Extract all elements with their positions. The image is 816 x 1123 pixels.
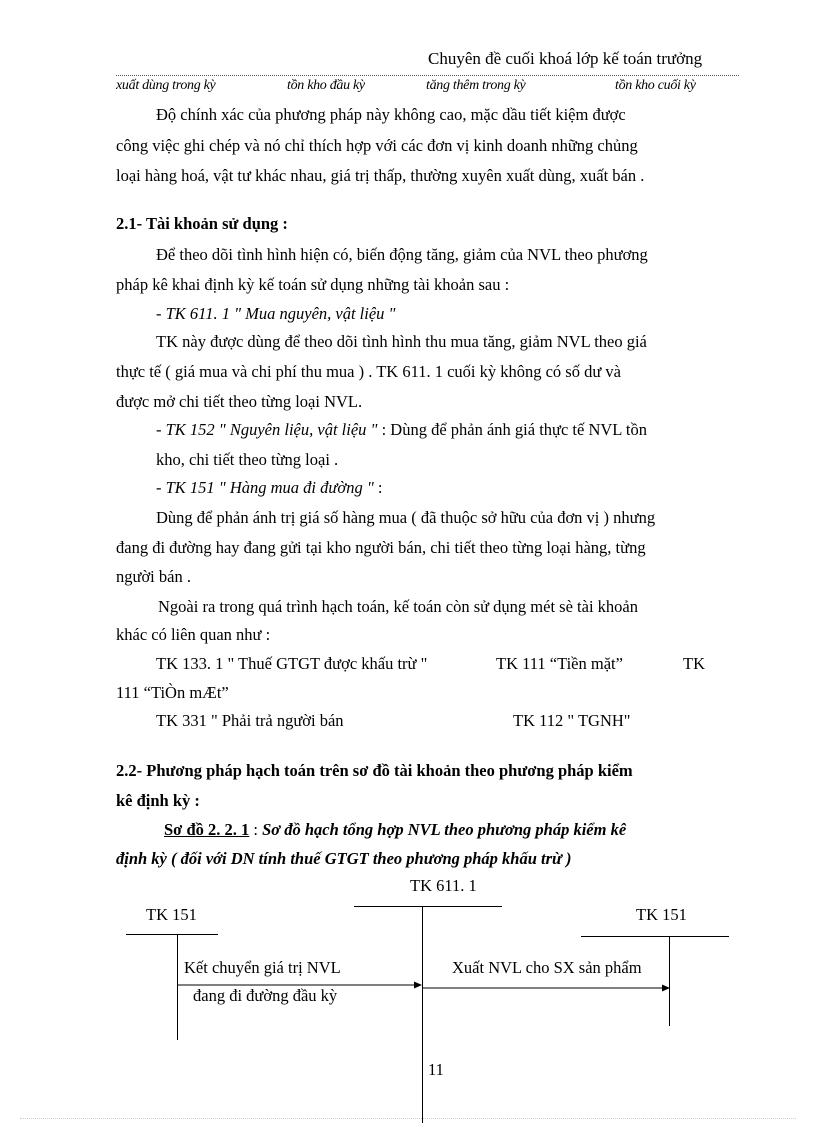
section-2-1-heading: 2.1- Tài khoản sử dụng : bbox=[116, 214, 288, 233]
tk152-description: : Dùng để phản ánh giá thực tế NVL tồn bbox=[377, 420, 647, 439]
section-2-1-para-line-1: Để theo dõi tình hình hiện có, biến động tăng, giảm của NVL theo phương bbox=[156, 245, 648, 264]
tk151-line-2: đang đi đường hay đang gửi tại kho người bán, chi tiết theo từng loại hàng, từng bbox=[116, 538, 646, 557]
tk151-line-3: người bán . bbox=[116, 567, 191, 586]
tk611-line-2: thực tế ( giá mua và chi phí thu mua ) . TK 611. 1 cuối kỳ không có số dư và bbox=[116, 362, 621, 381]
section-2-2-heading-line-2: kê định kỳ : bbox=[116, 791, 200, 810]
tk152-title: - TK 152 " Nguyên liệu, vật liệu " bbox=[156, 420, 378, 439]
tk151-title: - TK 151 " Hàng mua đi đường " bbox=[156, 478, 374, 497]
account-tk112: TK 112 " TGNH" bbox=[513, 711, 631, 730]
intro-line-1: Độ chính xác của phương pháp này không cao, mặc dầu tiết kiệm được bbox=[156, 105, 626, 124]
account-tk331: TK 331 " Phải trả người bán bbox=[156, 711, 344, 730]
diagram-label: Sơ đồ 2. 2. 1 bbox=[164, 820, 250, 839]
arrowhead-left-to-center bbox=[414, 982, 422, 989]
formula-label-increase: tăng thêm trong kỳ bbox=[426, 78, 526, 93]
other-accounts-line-2: khác có liên quan như : bbox=[116, 625, 271, 644]
page-number: 11 bbox=[428, 1060, 444, 1079]
diagram-caption-separator: : bbox=[249, 820, 263, 839]
tk151-line-1: Dùng để phản ánh trị giá số hàng mua ( đã thuộc sở hữu của đơn vị ) nhưng bbox=[156, 508, 656, 527]
formula-label-closing: tồn kho cuối kỳ bbox=[615, 78, 696, 93]
intro-line-2: công việc ghi chép và nó chỉ thích hợp với các đơn vị kinh doanh những chủng bbox=[116, 136, 638, 155]
tk151-colon: : bbox=[373, 478, 383, 497]
tk-left-label: TK 151 bbox=[146, 905, 197, 924]
section-2-1-para-line-2: pháp kê khai định kỳ kế toán sử dụng những tài khoản sau : bbox=[116, 275, 510, 294]
right-entry-label: Xuất NVL cho SX sản phẩm bbox=[452, 958, 642, 977]
diagram-title-line-2: định kỳ ( đối với DN tính thuế GTGT theo phương pháp khấu trừ ) bbox=[116, 849, 572, 868]
left-entry-label-line-2: đang đi đường đầu kỳ bbox=[193, 986, 338, 1005]
left-entry-label-line-1: Kết chuyển giá trị NVL bbox=[184, 958, 341, 977]
formula-label-opening: tồn kho đầu kỳ bbox=[287, 78, 365, 93]
page-bottom-border bbox=[20, 1118, 796, 1119]
tk611-title: - TK 611. 1 " Mua nguyên, vật liệu " bbox=[156, 304, 396, 323]
account-tk111-garbled: 111 “TiÒn mÆt” bbox=[116, 683, 229, 702]
other-accounts-line-1: Ngoài ra trong quá trình hạch toán, kế toán còn sử dụng mét sè tài khoản bbox=[158, 597, 638, 616]
header-title: Chuyên đề cuối khoá lớp kế toán trưởng bbox=[428, 49, 703, 68]
tk-center-label: TK 611. 1 bbox=[410, 876, 477, 895]
account-tk111: TK 111 “Tiền mặt” bbox=[496, 654, 623, 673]
section-2-2-heading-line-1: 2.2- Phương pháp hạch toán trên sơ đồ tài khoản theo phương pháp kiểm bbox=[116, 761, 633, 780]
account-tk-wrap: TK bbox=[683, 654, 705, 673]
tk611-line-3: được mở chi tiết theo từng loại NVL. bbox=[116, 392, 363, 411]
arrowhead-center-to-right bbox=[662, 985, 670, 992]
account-tk133: TK 133. 1 " Thuế GTGT được khấu trừ " bbox=[156, 654, 428, 673]
tk152-line-2: kho, chi tiết theo từng loại . bbox=[156, 450, 339, 469]
intro-line-3: loại hàng hoá, vật tư khác nhau, giá trị thấp, thường xuyên xuất dùng, xuất bán . bbox=[116, 166, 645, 185]
diagram-title-line-1: Sơ đồ hạch tổng hợp NVL theo phương pháp kiểm kê bbox=[262, 820, 627, 839]
tk-right-label: TK 151 bbox=[636, 905, 687, 924]
formula-label-issued: xuất dùng trong kỳ bbox=[116, 78, 216, 93]
tk611-line-1: TK này được dùng để theo dõi tình hình thu mua tăng, giảm NVL theo giá bbox=[156, 332, 647, 351]
